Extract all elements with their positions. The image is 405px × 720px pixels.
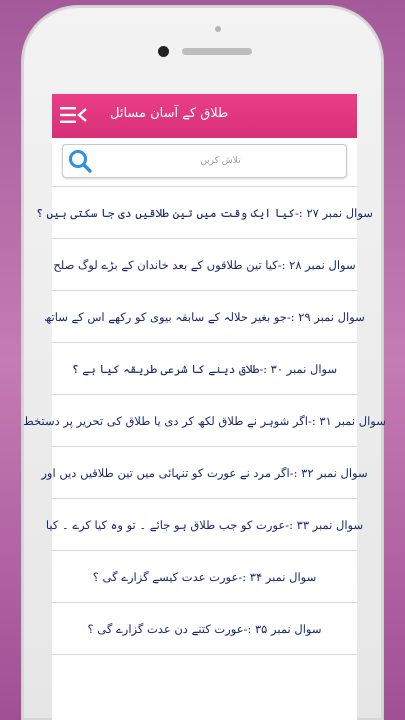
list-item[interactable] xyxy=(23,395,386,447)
list-item[interactable] xyxy=(52,239,357,291)
search-bar xyxy=(62,144,347,178)
question-text: سوال نمبر ۳۴ :-عورت عدت کیسے گزارے گی ؟ xyxy=(92,569,317,584)
app-screen xyxy=(23,94,386,720)
question-text: سوال نمبر ۳۳ :-عورت کو جب طلاق ہو جائے ۔ تو وہ کیا کرے ۔ کیا xyxy=(45,517,364,532)
list-item[interactable] xyxy=(52,551,357,603)
question-text: سوال نمبر ۳۰ :-طلاق دینے کا شرعی طریقہ کیا ہے ؟ xyxy=(71,361,338,376)
question-text: سوال نمبر ۳۲ :-اگر مرد نے عورت کو تنہائی میں تین طلاقیں دیں اور xyxy=(41,465,368,480)
question-text: سوال نمبر ۳۵ :-عورت کتنے دن عدت گزارے گی ؟ xyxy=(87,621,322,636)
app-title: طلاق کے آسان مسائل xyxy=(110,106,229,121)
search-icon[interactable] xyxy=(67,148,93,174)
earpiece-speaker xyxy=(182,48,252,55)
list-item[interactable] xyxy=(52,343,357,395)
search-input[interactable] xyxy=(99,145,342,177)
menu-back-icon[interactable] xyxy=(60,106,88,124)
list-item[interactable] xyxy=(41,447,368,499)
question-text: سوال نمبر ۲۸ :-کیا تین طلاقوں کے بعد خاندان کے بڑے لوگ صلح xyxy=(53,257,356,272)
list-item[interactable] xyxy=(52,603,357,655)
question-list xyxy=(23,186,386,655)
question-text: سوال نمبر ۳۱ :-اگر شوہر نے طلاق لکھ کر دی یا طلاق کی تحریر پر دستخط xyxy=(23,413,386,428)
list-item[interactable] xyxy=(45,499,364,551)
question-text: سوال نمبر ۲۹ :-جو بغیر حلالہ کے سابقہ بیوی کو رکھے اس کے ساتھ xyxy=(44,309,365,324)
question-text: سوال نمبر ۲۷ :-کیا ایک وقت میں تین طلاقیں دی جا سکتی ہیں ؟ xyxy=(36,205,373,220)
proximity-sensor xyxy=(215,26,221,32)
app-bar xyxy=(52,94,357,138)
list-item[interactable] xyxy=(36,187,373,239)
list-item[interactable] xyxy=(44,291,365,343)
front-camera xyxy=(158,46,169,57)
